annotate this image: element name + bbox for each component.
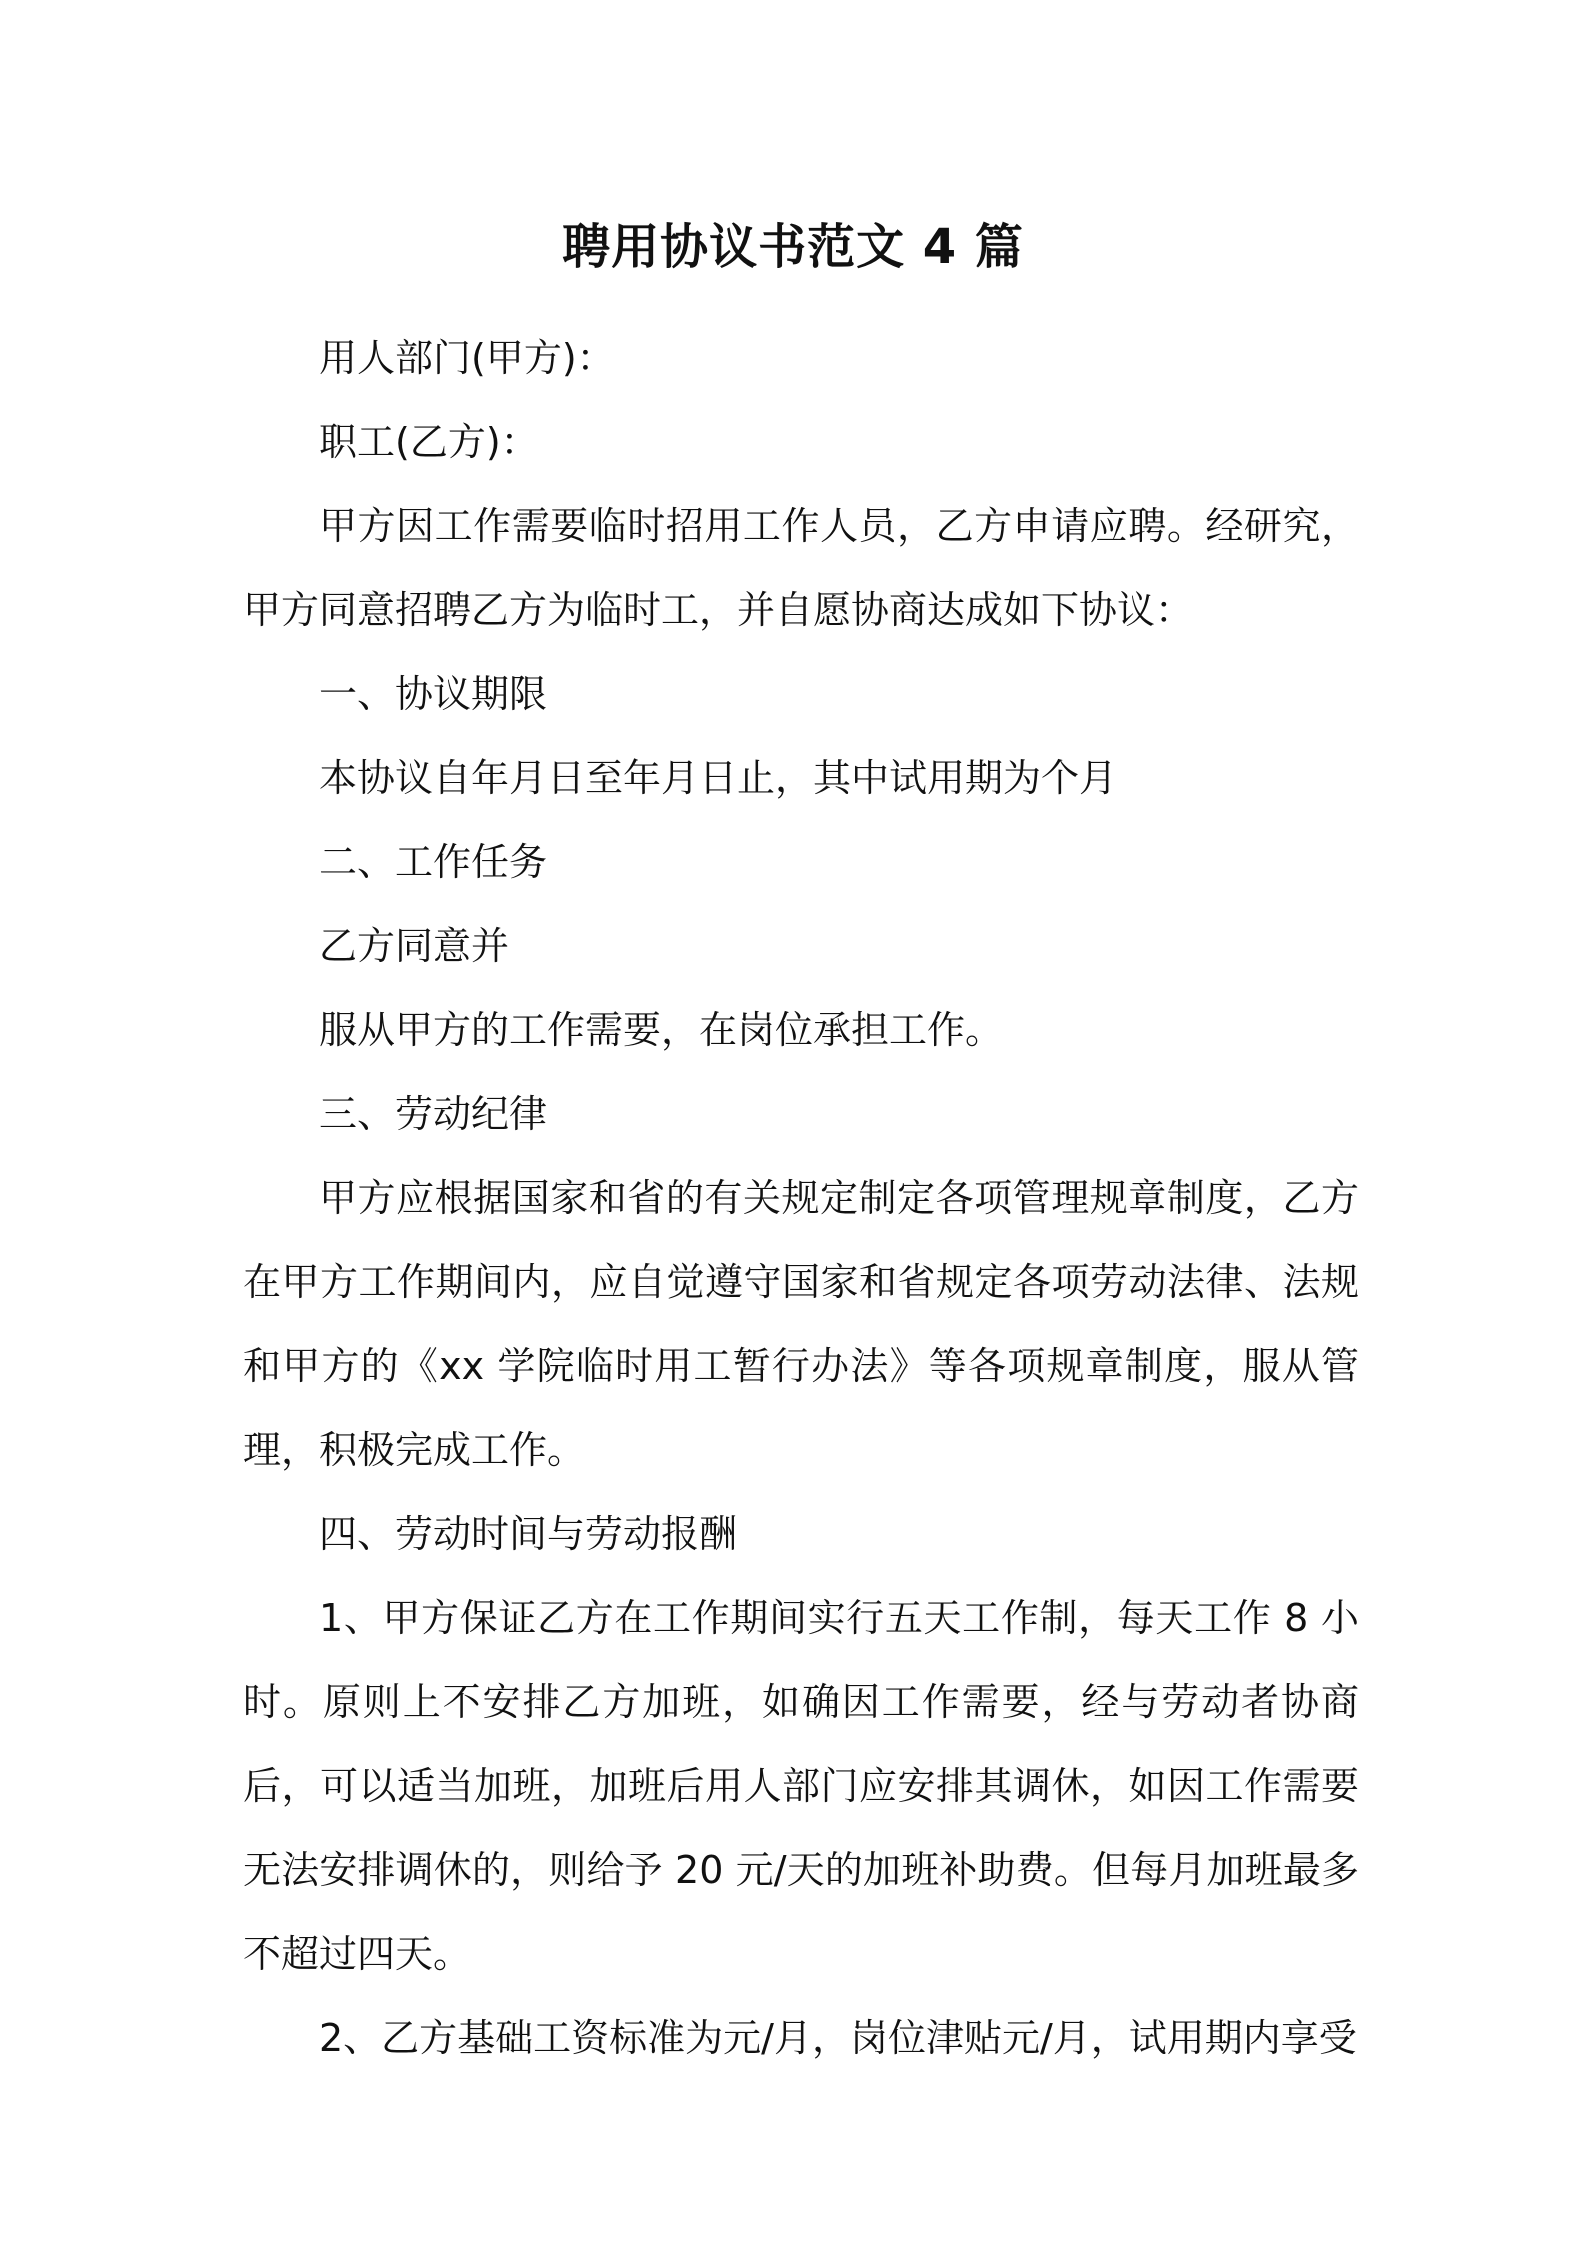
document-title: 聘用协议书范文 4 篇 [562, 219, 1024, 275]
paragraph-discipline: 甲方应根据国家和省的有关规定制定各项管理规章制度，乙方在甲方工作期间内，应自觉遵守国家和省规定各项劳动法律、法规和甲方的《xx 学院临时用工暂行办法》等各项规章制度，服从管理，积极完成工作。 [243, 1176, 1359, 1472]
paragraph-intro: 甲方因工作需要临时招用工作人员，乙方申请应聘。经研究，甲方同意招聘乙方为临时工，并自愿协商达成如下协议： [243, 504, 1359, 632]
paragraph-employee: 职工(乙方)： [319, 420, 539, 464]
section-heading-tasks: 二、工作任务 [319, 840, 548, 884]
section-heading-term: 一、协议期限 [319, 672, 548, 716]
paragraph-tasks-1: 乙方同意并 [319, 924, 510, 968]
paragraph-salary: 2、乙方基础工资标准为元/月，岗位津贴元/月，试用期内享受 [319, 2016, 1357, 2060]
section-heading-hours-pay: 四、劳动时间与劳动报酬 [319, 1512, 738, 1556]
paragraph-tasks-2: 服从甲方的工作需要，在岗位承担工作。 [319, 1008, 1004, 1052]
paragraph-hours: 1、甲方保证乙方在工作期间实行五天工作制，每天工作 8 小时。原则上不安排乙方加班，如确因工作需要，经与劳动者协商后，可以适当加班，加班后用人部门应安排其调休，如因工作需要无法安排调休的，则给予 20 元/天的加班补助费。但每月加班最多不超过四天。 [243, 1596, 1359, 1976]
section-heading-discipline: 三、劳动纪律 [319, 1092, 548, 1136]
document-body [243, 316, 1359, 2080]
paragraph-employer: 用人部门(甲方)： [319, 336, 615, 380]
paragraph-term: 本协议自年月日至年月日止，其中试用期为个月 [319, 756, 1118, 800]
